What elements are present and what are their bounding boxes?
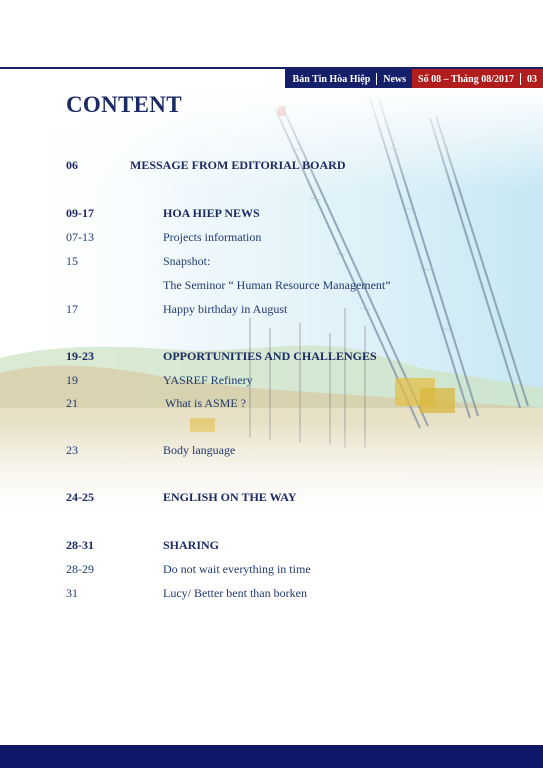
- toc-title: YASREF Refinery: [163, 373, 253, 387]
- toc-page: 24-25: [66, 490, 94, 504]
- toc-page: 21: [66, 396, 78, 410]
- background-photo: [0, 88, 543, 508]
- toc-page: 28-29: [66, 562, 94, 576]
- toc-title: Do not wait everything in time: [163, 562, 311, 576]
- publication-name: Bản Tin Hòa Hiệp: [292, 73, 371, 85]
- toc-title: OPPORTUNITIES AND CHALLENGES: [163, 349, 377, 363]
- toc-title: The Seminor “ Human Resource Management”: [163, 278, 391, 292]
- toc-title: ENGLISH ON THE WAY: [163, 490, 297, 504]
- issue-label: Số 08 – Tháng 08/2017: [418, 73, 514, 85]
- section-name: News: [383, 73, 407, 85]
- toc-page: 31: [66, 586, 78, 600]
- toc-title: HOA HIEP NEWS: [163, 206, 260, 220]
- toc-title: Happy birthday in August: [163, 302, 288, 316]
- header-issue-block: [412, 69, 543, 89]
- toc-title: Lucy/ Better bent than borken: [163, 586, 307, 600]
- toc-title: SHARING: [163, 538, 220, 552]
- footer-bar: [0, 745, 543, 768]
- toc-title: Snapshot:: [163, 254, 211, 268]
- toc-page: 15: [66, 254, 78, 268]
- header-separator: [376, 73, 377, 85]
- page-number: 03: [527, 73, 537, 85]
- toc-page: 19-23: [66, 349, 94, 363]
- header-publication-block: [285, 69, 413, 89]
- page-title: CONTENT: [66, 92, 182, 117]
- construction-site-image: [0, 88, 543, 508]
- toc-page: 09-17: [66, 206, 94, 220]
- toc-page: 07-13: [66, 230, 94, 244]
- toc-title: Projects information: [163, 230, 262, 244]
- toc-page: 19: [66, 373, 78, 387]
- toc-page: 28-31: [66, 538, 94, 552]
- toc-page: 06: [66, 158, 78, 172]
- toc-page: 23: [66, 443, 78, 457]
- toc-title: What is ASME ?: [165, 396, 246, 410]
- toc-title: Body language: [163, 443, 236, 457]
- header-bar: [285, 69, 543, 89]
- toc-title: MESSAGE FROM EDITORIAL BOARD: [130, 158, 346, 172]
- toc-page: 17: [66, 302, 78, 316]
